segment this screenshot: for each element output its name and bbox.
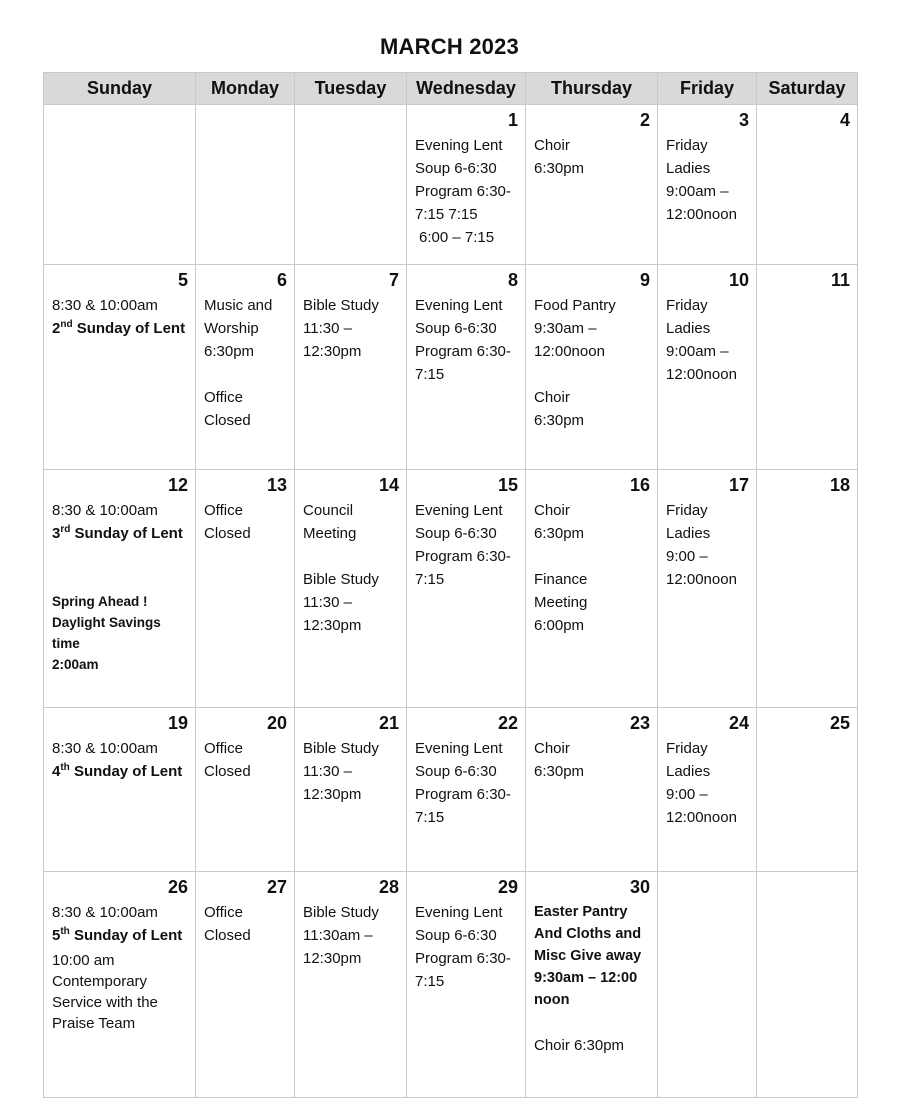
event-line: 9:00 – bbox=[666, 548, 708, 565]
day-number: 7 bbox=[388, 270, 399, 290]
lent-sunday-label bbox=[52, 760, 188, 783]
event-line-bold: Misc Give away bbox=[534, 948, 642, 964]
event-line: Choir bbox=[534, 502, 570, 519]
lent-sunday-label bbox=[52, 522, 188, 545]
weekday-saturday: Saturday bbox=[757, 73, 858, 105]
event-line: 7:15 7:15 bbox=[415, 206, 478, 223]
day-number: 13 bbox=[266, 475, 287, 495]
week-row-1 bbox=[44, 105, 858, 265]
event-line: Meeting bbox=[534, 594, 588, 611]
week-row-2 bbox=[44, 265, 858, 470]
lent-sunday-text: Sunday of Lent bbox=[72, 320, 186, 337]
event-line: Closed bbox=[204, 412, 251, 429]
event-line: Ladies bbox=[666, 525, 711, 542]
event-line: 11:30 – bbox=[303, 594, 352, 611]
event-line: 12:30pm bbox=[303, 786, 362, 803]
weekday-sunday: Sunday bbox=[44, 73, 196, 105]
event-line: 12:00noon bbox=[666, 809, 737, 826]
event-line: 12:30pm bbox=[303, 950, 362, 967]
weekday-header-row bbox=[44, 73, 858, 105]
event-line: Office bbox=[204, 904, 243, 921]
day-cell-8 bbox=[407, 265, 526, 470]
day-number: 1 bbox=[507, 110, 518, 130]
event-line: 12:00noon bbox=[666, 571, 737, 588]
day-cell-16 bbox=[526, 470, 658, 708]
day-cell-5 bbox=[44, 265, 196, 470]
day-number: 23 bbox=[629, 713, 650, 733]
event-line: Bible Study bbox=[303, 904, 379, 921]
event-line: 8:30 & 10:00am bbox=[52, 740, 158, 757]
day-cell-28 bbox=[295, 872, 407, 1098]
day-number: 27 bbox=[266, 877, 287, 897]
event-line: 12:00noon bbox=[666, 206, 737, 223]
day-number: 16 bbox=[629, 475, 650, 495]
ordinal-number: 3 bbox=[52, 525, 61, 542]
day-number: 24 bbox=[728, 713, 749, 733]
empty-day-cell bbox=[44, 105, 196, 265]
calendar-title: MARCH 2023 bbox=[380, 34, 519, 59]
event-line-bold: 9:30am – 12:00 bbox=[534, 970, 638, 986]
day-number: 10 bbox=[728, 270, 749, 290]
event-line: 7:15 bbox=[415, 809, 445, 826]
event-line: 6:30pm bbox=[534, 525, 585, 542]
event-line: 9:30am – bbox=[534, 320, 597, 337]
event-line: Office bbox=[204, 740, 243, 757]
day-number: 8 bbox=[507, 270, 518, 290]
event-line: 7:15 bbox=[415, 973, 445, 990]
event-line: 11:30am – bbox=[303, 927, 373, 944]
event-line: Friday bbox=[666, 502, 708, 519]
event-line: 9:00 – bbox=[666, 786, 708, 803]
day-number: 29 bbox=[497, 877, 518, 897]
day-cell-21 bbox=[295, 708, 407, 872]
event-line: Choir bbox=[534, 137, 570, 154]
day-cell-18 bbox=[757, 470, 858, 708]
ordinal-suffix: nd bbox=[60, 319, 73, 330]
event-line: 6:30pm bbox=[534, 763, 585, 780]
empty-day-cell bbox=[658, 872, 757, 1098]
day-cell-15 bbox=[407, 470, 526, 708]
weekday-thursday: Thursday bbox=[526, 73, 658, 105]
ordinal-suffix: th bbox=[60, 926, 70, 937]
day-number: 19 bbox=[167, 713, 188, 733]
day-number: 3 bbox=[738, 110, 749, 130]
lent-sunday-label bbox=[52, 924, 188, 947]
day-number: 14 bbox=[378, 475, 399, 495]
day-number: 21 bbox=[378, 713, 399, 733]
event-line: Evening Lent bbox=[415, 740, 503, 757]
day-number: 25 bbox=[829, 713, 850, 733]
day-cell-2 bbox=[526, 105, 658, 265]
event-line: Evening Lent bbox=[415, 297, 503, 314]
event-line-bold: time bbox=[52, 636, 80, 651]
event-line: Evening Lent bbox=[415, 137, 503, 154]
ordinal-number: 4 bbox=[52, 763, 61, 780]
ordinal-suffix: th bbox=[60, 762, 70, 773]
day-number: 2 bbox=[639, 110, 650, 130]
ordinal-number: 2 bbox=[52, 320, 61, 337]
day-cell-11 bbox=[757, 265, 858, 470]
event-line: 12:00noon bbox=[534, 343, 605, 360]
event-line: Ladies bbox=[666, 160, 711, 177]
event-line: Food Pantry bbox=[534, 297, 616, 314]
event-line: 6:30pm bbox=[204, 343, 255, 360]
lent-sunday-text: Sunday of Lent bbox=[70, 525, 183, 542]
event-line: 6:30pm bbox=[534, 160, 585, 177]
day-cell-6 bbox=[196, 265, 295, 470]
ordinal-suffix: rd bbox=[60, 524, 71, 535]
event-line: 6:00pm bbox=[534, 617, 585, 634]
day-cell-22 bbox=[407, 708, 526, 872]
day-cell-29 bbox=[407, 872, 526, 1098]
day-cell-23 bbox=[526, 708, 658, 872]
event-line: Service with the bbox=[52, 994, 158, 1011]
event-line-bold: 2:00am bbox=[52, 657, 99, 672]
event-line: Bible Study bbox=[303, 571, 379, 588]
day-cell-1 bbox=[407, 105, 526, 265]
day-number: 17 bbox=[728, 475, 749, 495]
event-line: Worship bbox=[204, 320, 259, 337]
event-line: 8:30 & 10:00am bbox=[52, 502, 158, 519]
event-line: Program 6:30- bbox=[415, 183, 511, 200]
lent-sunday-label bbox=[52, 317, 188, 340]
event-line: Council bbox=[303, 502, 354, 519]
event-line: Program 6:30- bbox=[415, 950, 511, 967]
day-number: 5 bbox=[177, 270, 188, 290]
event-line: Contemporary bbox=[52, 973, 148, 990]
event-line: 12:30pm bbox=[303, 343, 362, 360]
event-line: Office bbox=[204, 389, 243, 406]
empty-day-cell bbox=[757, 872, 858, 1098]
day-number: 20 bbox=[266, 713, 287, 733]
day-number: 18 bbox=[829, 475, 850, 495]
day-number: 6 bbox=[276, 270, 287, 290]
event-line: Choir bbox=[534, 740, 570, 757]
event-line: 8:30 & 10:00am bbox=[52, 904, 158, 921]
event-line: Program 6:30- bbox=[415, 343, 511, 360]
day-number: 22 bbox=[497, 713, 518, 733]
event-line: 11:30 – bbox=[303, 763, 352, 780]
day-cell-26 bbox=[44, 872, 196, 1098]
event-line-bold: Easter Pantry bbox=[534, 904, 628, 920]
event-line: Evening Lent bbox=[415, 904, 503, 921]
week-row-5 bbox=[44, 872, 858, 1098]
event-line: Soup 6-6:30 bbox=[415, 525, 497, 542]
event-line: 7:15 bbox=[415, 571, 445, 588]
event-line: Closed bbox=[204, 927, 251, 944]
day-cell-13 bbox=[196, 470, 295, 708]
day-number: 11 bbox=[830, 270, 850, 290]
day-cell-17 bbox=[658, 470, 757, 708]
event-line: Choir bbox=[534, 389, 570, 406]
day-cell-12 bbox=[44, 470, 196, 708]
event-line: Bible Study bbox=[303, 297, 379, 314]
event-line: Evening Lent bbox=[415, 502, 503, 519]
event-line: 7:15 bbox=[415, 366, 445, 383]
empty-day-cell bbox=[196, 105, 295, 265]
weekday-wednesday: Wednesday bbox=[407, 73, 526, 105]
day-cell-14 bbox=[295, 470, 407, 708]
event-line: 6:00 – 7:15 bbox=[419, 229, 495, 246]
event-line: Finance bbox=[534, 571, 588, 588]
day-number: 26 bbox=[167, 877, 188, 897]
event-line: 8:30 & 10:00am bbox=[52, 297, 158, 314]
day-cell-9 bbox=[526, 265, 658, 470]
day-cell-25 bbox=[757, 708, 858, 872]
event-line: Choir 6:30pm bbox=[534, 1037, 625, 1054]
day-cell-20 bbox=[196, 708, 295, 872]
day-cell-7 bbox=[295, 265, 407, 470]
lent-sunday-text: Sunday of Lent bbox=[69, 763, 183, 780]
event-line: Meeting bbox=[303, 525, 357, 542]
day-cell-27 bbox=[196, 872, 295, 1098]
event-line: Praise Team bbox=[52, 1015, 136, 1032]
event-line: Music and bbox=[204, 297, 273, 314]
event-line: 10:00 am bbox=[52, 952, 115, 969]
day-cell-10 bbox=[658, 265, 757, 470]
day-number: 15 bbox=[497, 475, 518, 495]
event-line: Bible Study bbox=[303, 740, 379, 757]
weekday-monday: Monday bbox=[196, 73, 295, 105]
day-number: 30 bbox=[629, 877, 650, 897]
event-line: 11:30 – bbox=[303, 320, 352, 337]
week-row-3 bbox=[44, 470, 858, 708]
day-cell-30 bbox=[526, 872, 658, 1098]
calendar-grid bbox=[43, 72, 858, 1098]
weekday-tuesday: Tuesday bbox=[295, 73, 407, 105]
event-line: Closed bbox=[204, 763, 251, 780]
event-line: Program 6:30- bbox=[415, 786, 511, 803]
event-line: Office bbox=[204, 502, 243, 519]
event-line: Friday bbox=[666, 137, 708, 154]
day-number: 4 bbox=[839, 110, 850, 130]
event-line: Ladies bbox=[666, 763, 711, 780]
week-row-4 bbox=[44, 708, 858, 872]
day-cell-19 bbox=[44, 708, 196, 872]
event-line: Program 6:30- bbox=[415, 548, 511, 565]
event-line-bold: Daylight Savings bbox=[52, 615, 161, 630]
event-line: Closed bbox=[204, 525, 251, 542]
day-cell-4 bbox=[757, 105, 858, 265]
event-line: Soup 6-6:30 bbox=[415, 763, 497, 780]
event-line: Soup 6-6:30 bbox=[415, 160, 497, 177]
event-line: 9:00am – bbox=[666, 343, 729, 360]
event-line-bold: And Cloths and bbox=[534, 926, 642, 942]
event-line: Friday bbox=[666, 740, 708, 757]
event-line: Friday bbox=[666, 297, 708, 314]
event-line: Ladies bbox=[666, 320, 711, 337]
day-number: 12 bbox=[167, 475, 188, 495]
event-line-bold: noon bbox=[534, 992, 570, 1008]
event-line: Soup 6-6:30 bbox=[415, 927, 497, 944]
event-line: Soup 6-6:30 bbox=[415, 320, 497, 337]
day-number: 9 bbox=[639, 270, 650, 290]
event-line: 6:30pm bbox=[534, 412, 585, 429]
event-line-bold: Spring Ahead ! bbox=[52, 594, 148, 609]
ordinal-number: 5 bbox=[52, 927, 61, 944]
event-line: 9:00am – bbox=[666, 183, 729, 200]
day-cell-24 bbox=[658, 708, 757, 872]
lent-sunday-text: Sunday of Lent bbox=[69, 927, 183, 944]
day-number: 28 bbox=[378, 877, 399, 897]
event-line: 12:30pm bbox=[303, 617, 362, 634]
day-cell-3 bbox=[658, 105, 757, 265]
weekday-friday: Friday bbox=[658, 73, 757, 105]
event-line: 12:00noon bbox=[666, 366, 737, 383]
empty-day-cell bbox=[295, 105, 407, 265]
